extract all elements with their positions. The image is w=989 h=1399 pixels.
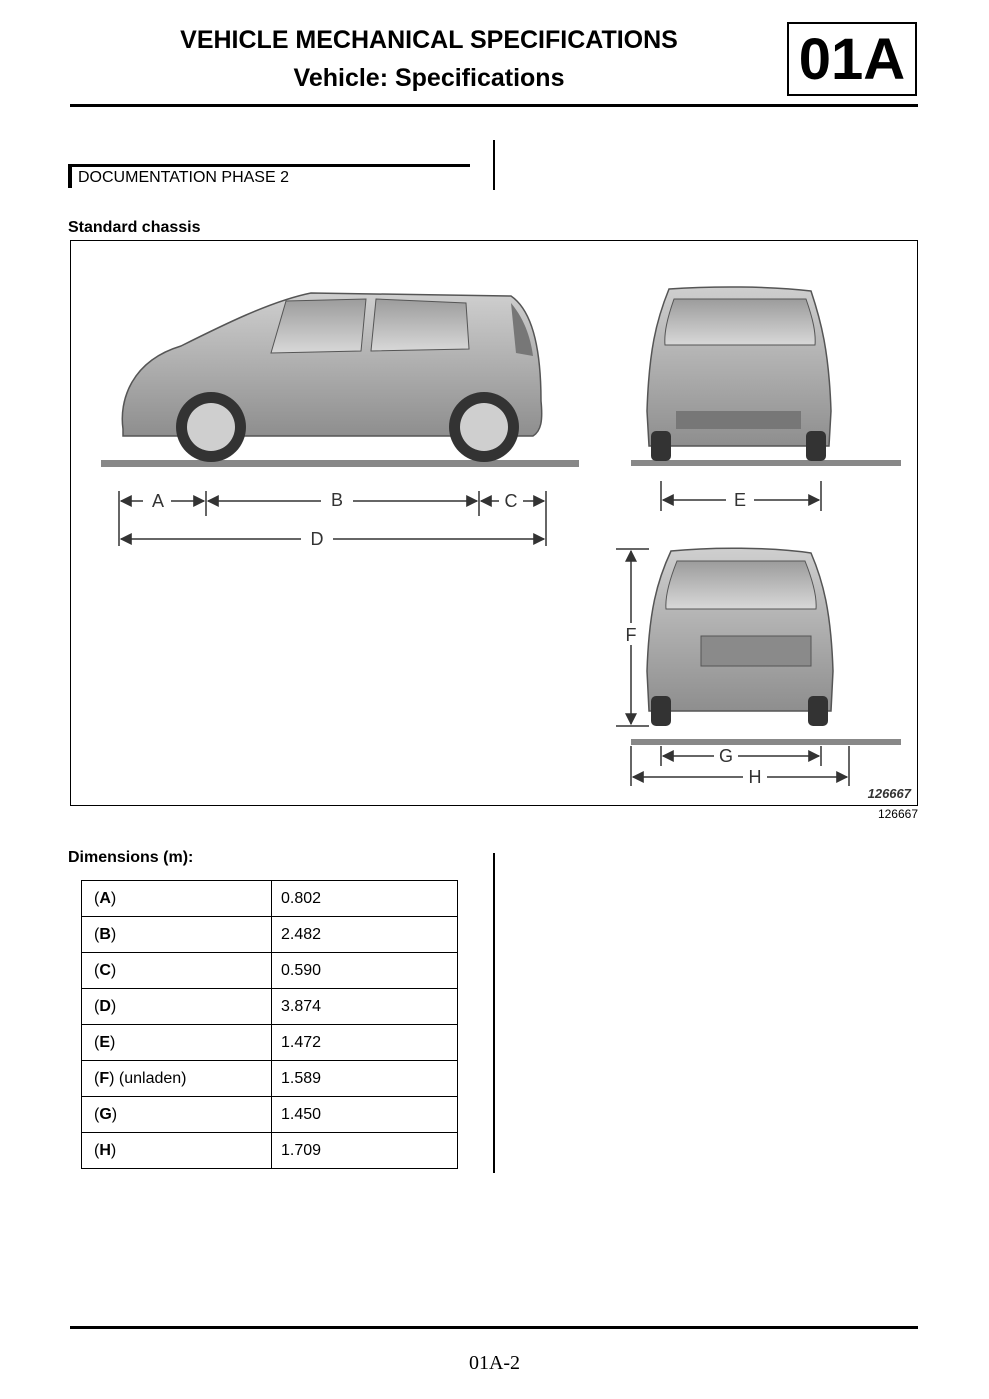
dimension-letter: A: [99, 889, 111, 907]
dimension-label-cell: (H): [82, 1133, 272, 1169]
figure-ref-inside: 126667: [867, 786, 911, 801]
footer-rule: [70, 1326, 918, 1329]
vehicle-drawing: [71, 241, 916, 804]
dimension-letter: E: [99, 1033, 110, 1051]
table-row: [82, 917, 458, 953]
dimension-letter: D: [99, 997, 111, 1015]
dimension-label-cell: (D): [82, 989, 272, 1025]
table-row: [82, 953, 458, 989]
table-row: [82, 1025, 458, 1061]
phase-label: DOCUMENTATION PHASE 2: [78, 169, 289, 186]
label-e: E: [733, 490, 747, 510]
header-rule: [70, 104, 918, 107]
section-code-badge: 01A: [787, 22, 917, 96]
dimension-value-cell: 3.874: [272, 989, 458, 1025]
label-f: F: [625, 625, 637, 645]
dimension-label-cell: (A): [82, 881, 272, 917]
dimension-value-cell: 1.472: [272, 1025, 458, 1061]
table-row: [82, 1061, 458, 1097]
dimension-note: (unladen): [114, 1069, 187, 1087]
front-view-car-icon: [631, 287, 901, 466]
document-title: VEHICLE MECHANICAL SPECIFICATIONS: [180, 26, 678, 54]
table-row: [82, 881, 458, 917]
dimension-letter: B: [99, 925, 111, 943]
dimension-letter: H: [99, 1141, 111, 1159]
side-view-car-icon: [101, 293, 579, 467]
dimension-value-cell: 1.589: [272, 1061, 458, 1097]
dimension-letter: C: [99, 961, 111, 979]
page-number: 01A-2: [468, 1352, 521, 1374]
dimension-letter: F: [99, 1069, 110, 1087]
figure-caption: Standard chassis: [68, 219, 201, 236]
dimension-label-cell: (C): [82, 953, 272, 989]
figure-reference-number: 126667: [877, 807, 918, 821]
label-a: A: [151, 491, 165, 511]
dimension-label-cell: (B): [82, 917, 272, 953]
dimension-value-cell: 1.709: [272, 1133, 458, 1169]
dimension-value-cell: 0.590: [272, 953, 458, 989]
column-divider-bottom: [493, 853, 495, 1173]
dimensions-table: [81, 880, 458, 1169]
label-g: G: [718, 746, 734, 766]
table-row: [82, 989, 458, 1025]
column-divider-top: [493, 140, 495, 190]
label-b: B: [330, 490, 344, 510]
label-d: D: [310, 529, 324, 549]
label-h: H: [748, 767, 762, 787]
label-c: C: [504, 491, 518, 511]
dimension-label-cell: (G): [82, 1097, 272, 1133]
vehicle-dimensions-figure: [70, 240, 918, 806]
table-row: [82, 1097, 458, 1133]
dimension-value-cell: 1.450: [272, 1097, 458, 1133]
dimension-label-cell: (E): [82, 1025, 272, 1061]
rear-view-car-icon: [631, 548, 901, 745]
dimensions-heading: Dimensions (m):: [68, 849, 194, 866]
dimension-value-cell: 0.802: [272, 881, 458, 917]
table-row: [82, 1133, 458, 1169]
dimension-value-cell: 2.482: [272, 917, 458, 953]
dimension-label-cell: (F) (unladen): [82, 1061, 272, 1097]
dimension-letter: G: [99, 1105, 112, 1123]
document-subtitle: Vehicle: Specifications: [293, 64, 565, 92]
